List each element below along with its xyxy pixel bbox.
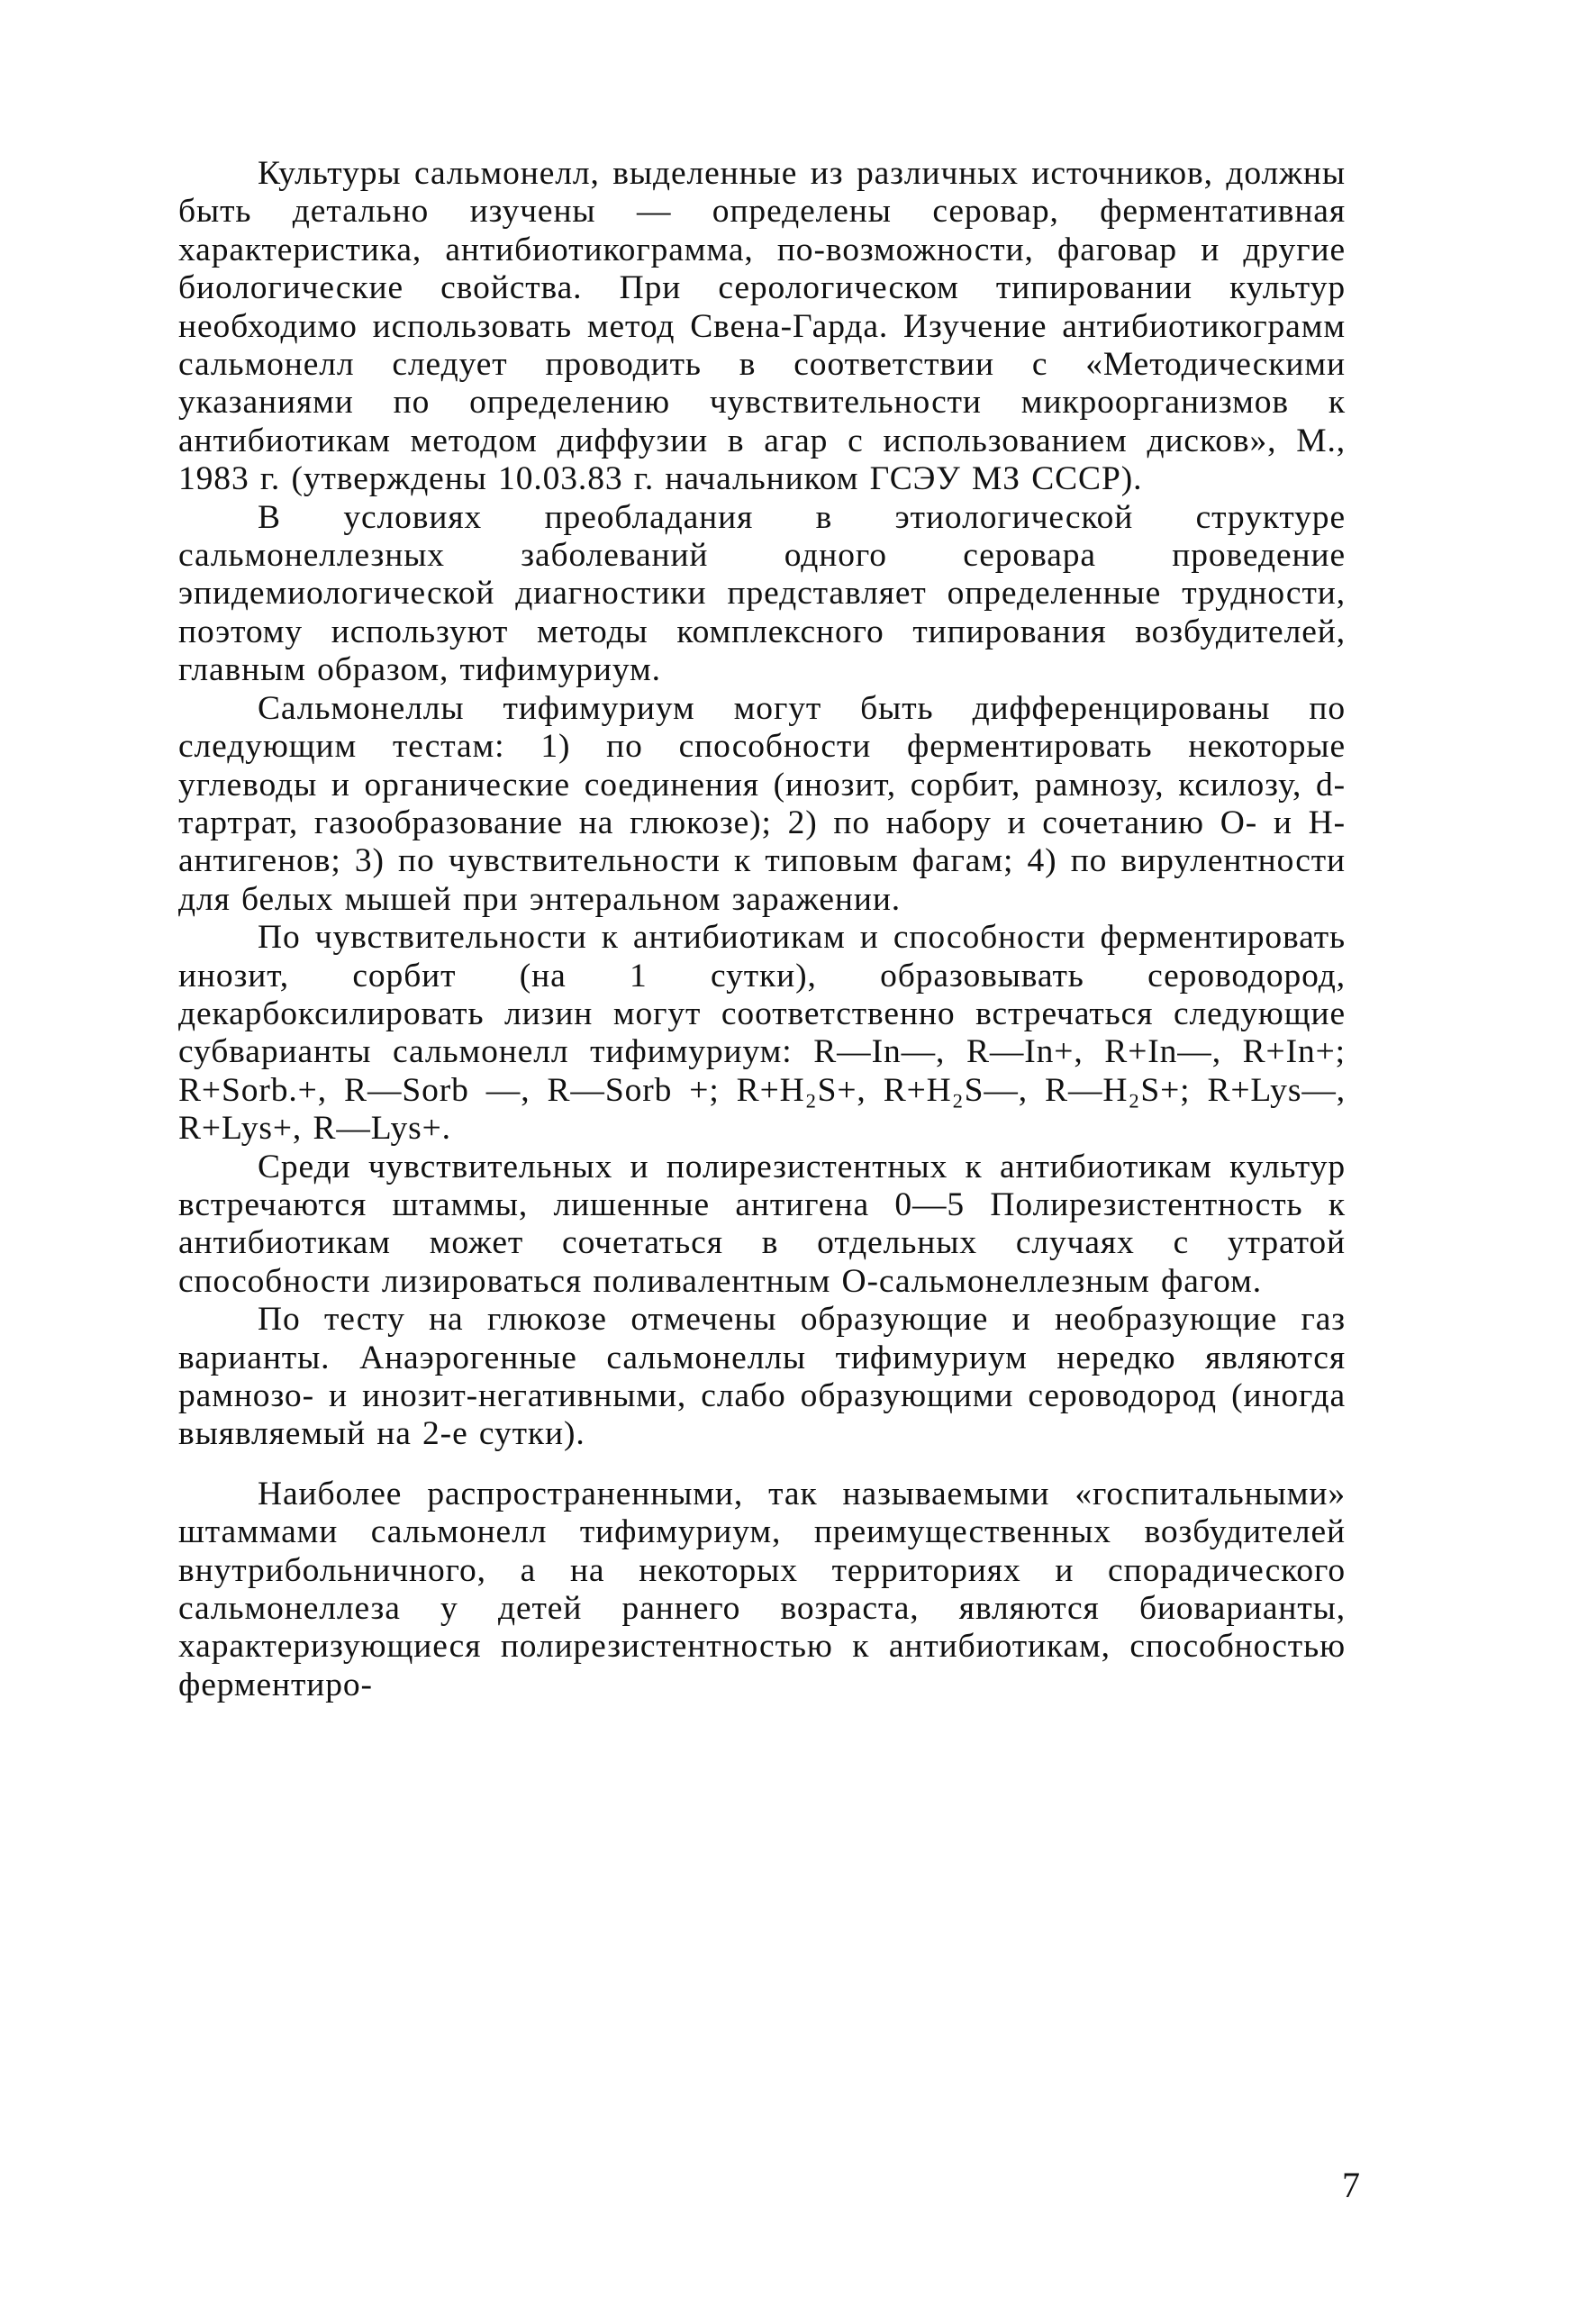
paragraph-cultures-study: Культуры сальмонелл, выделенные из различных источников, должны быть детально изучены — определены серовар, ферментативная характеристика, антибиотикограмма, по-возможности, фаговар и другие биологические свойства. При серологическом типировании культур необходимо использовать метод Свена-Гарда. Изучение антибиотикограмм сальмонелл следует проводить в соответствии с «Методическими указаниями по определению чувствительности микроорганизмов к антибиотикам методом диффузии в агар с использованием дисков», М., 1983 г. (утверждены 10.03.83 г. начальником ГСЭУ МЗ СССР). bbox=[178, 155, 1346, 498]
paragraph-glucose-test: По тесту на глюкозе отмечены образующие и необразующие газ варианты. Анаэрогенные сальмонеллы тифимуриум нередко являются рамнозо- и инозит-негативными, слабо образующими сероводород (иногда выявляемый на 2-е сутки). bbox=[178, 1301, 1346, 1453]
paragraph-polyresistance: Среди чувствительных и полирезистентных к антибиотикам культур встречаются штаммы, лишенные антигена 0—5 Полирезистентность к антибиотикам может сочетаться в отдельных случаях с утратой способности лизироваться поливалентным О-сальмонеллезным фагом. bbox=[178, 1148, 1346, 1300]
paragraph-hospital-strains: Наиболее распространенными, так называемыми «госпитальными» штаммами сальмонелл тифимуриум, преимущественных возбудителей внутрибольничного, а на некоторых территориях и спорадического сальмонеллеза у детей раннего возраста, являются биоварианты, характеризующиеся полирезистентностью к антибиотикам, способностью ферментиро- bbox=[178, 1475, 1346, 1703]
paragraph-epidemiological-diagnostics: В условиях преобладания в этиологической структуре сальмонеллезных заболеваний одного серовара проведение эпидемиологической диагностики представляет определенные трудности, поэтому используют методы комплексного типирования возбудителей, главным образом, тифимуриум. bbox=[178, 498, 1346, 689]
page-number: 7 bbox=[1342, 2165, 1360, 2205]
paragraph-subvariants: По чувствительности к антибиотикам и способности ферментировать инозит, сорбит (на 1 сутки), образовывать сероводород, декарбоксилировать лизин могут соответственно встречаться следующие субварианты сальмонелл тифимуриум: R—In—, R—In+, R+In—, R+In+; R+Sorb.+, R—Sorb —, R—Sorb +; R+H₂S+, R+H₂S—, R—H₂S+; R+Lys—, R+Lys+, R—Lys+. bbox=[178, 919, 1346, 1148]
body-text bbox=[178, 155, 1346, 1704]
paragraph-differentiation-tests: Сальмонеллы тифимуриум могут быть дифференцированы по следующим тестам: 1) по способности ферментировать некоторые углеводы и органические соединения (инозит, сорбит, рамнозу, ксилозу, d-тартрат, газообразование на глюкозе); 2) по набору и сочетанию О- и Н-антигенов; 3) по чувствительности к типовым фагам; 4) по вирулентности для белых мышей при энтеральном заражении. bbox=[178, 689, 1346, 918]
